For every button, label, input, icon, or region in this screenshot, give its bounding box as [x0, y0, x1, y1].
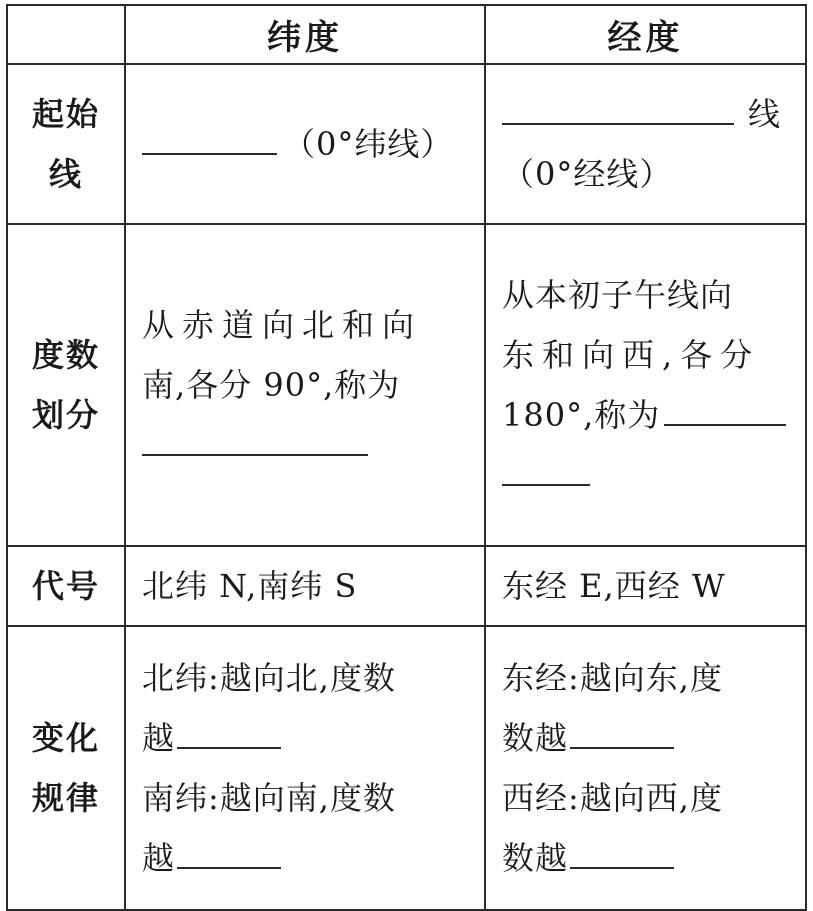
code-label: 代号: [7, 546, 125, 626]
start-label-line1: 起始: [31, 95, 100, 133]
code-row: [7, 546, 806, 626]
degree-division-row: [7, 224, 806, 546]
division-label-line2: 划分: [31, 396, 100, 434]
latitude-start-text: （0°纬线）: [283, 125, 454, 163]
longitude-division-blank[interactable]: [664, 390, 786, 426]
longitude-header: 经度: [485, 5, 806, 64]
longitude-start-cell: [485, 64, 806, 224]
start-label-line2: 线: [48, 155, 83, 193]
longitude-west-blank[interactable]: [570, 833, 674, 869]
longitude-rule-line1: 东经:越向东,度: [502, 659, 723, 697]
latitude-south-blank[interactable]: [177, 833, 281, 869]
latitude-rule-line2: 越: [142, 719, 176, 757]
longitude-division-cell: [485, 224, 806, 546]
longitude-division-line3: 180°,称为: [502, 396, 661, 434]
start-line-row: [7, 64, 806, 224]
rule-label-line1: 变化: [31, 719, 100, 757]
latitude-longitude-table: [6, 4, 807, 911]
division-label-line1: 度数: [31, 336, 100, 374]
latitude-rule-line3: 南纬:越向南,度数: [142, 779, 396, 817]
latitude-rule-line4: 越: [142, 839, 176, 877]
latitude-division-line2: 南,各分 90°,称为: [142, 366, 401, 404]
longitude-start-blank[interactable]: [502, 89, 734, 125]
latitude-division-cell: [125, 224, 485, 546]
start-line-label: [7, 64, 125, 224]
latitude-division-blank[interactable]: [142, 420, 368, 456]
longitude-rule-cell: [485, 626, 806, 910]
latitude-north-blank[interactable]: [177, 713, 281, 749]
corner-cell: [7, 5, 125, 64]
rule-label: [7, 626, 125, 910]
longitude-start-text: （0°经线）: [502, 155, 673, 193]
latitude-code: 北纬 N,南纬 S: [125, 546, 485, 626]
change-rule-row: [7, 626, 806, 910]
division-label: [7, 224, 125, 546]
header-row: [7, 5, 806, 64]
longitude-rule-line3: 西经:越向西,度: [502, 779, 723, 817]
latitude-header: 纬度: [125, 5, 485, 64]
longitude-division-blank-cont[interactable]: [502, 450, 590, 486]
latitude-rule-line1: 北纬:越向北,度数: [142, 659, 396, 697]
longitude-code: 东经 E,西经 W: [485, 546, 806, 626]
longitude-east-blank[interactable]: [570, 713, 674, 749]
longitude-start-suffix: 线: [748, 95, 782, 133]
latitude-start-cell: [125, 64, 485, 224]
latitude-rule-cell: [125, 626, 485, 910]
latitude-start-blank[interactable]: [142, 119, 277, 155]
longitude-rule-line2: 数越: [502, 719, 569, 757]
rule-label-line2: 规律: [31, 779, 100, 817]
longitude-division-line1: 从本初子午线向: [502, 276, 734, 314]
longitude-rule-line4: 数越: [502, 839, 569, 877]
latitude-division-line1: 从赤道向北和向: [142, 306, 423, 344]
longitude-division-line2: 东和向西,各分: [502, 336, 761, 374]
